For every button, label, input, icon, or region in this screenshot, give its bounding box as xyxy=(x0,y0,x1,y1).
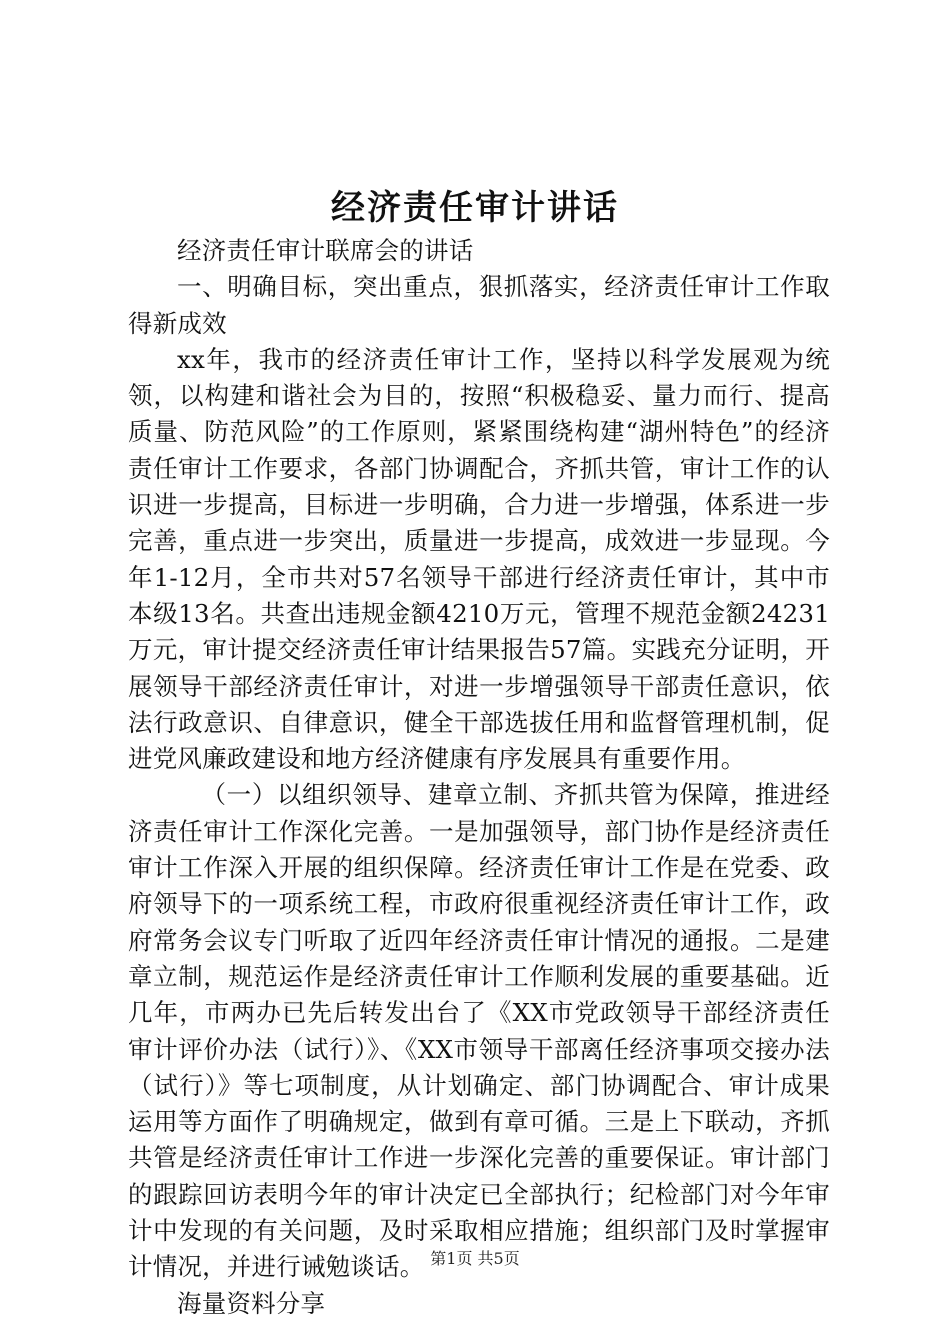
paragraph-overview: xx年，我市的经济责任审计工作，坚持以科学发展观为统领，以构建和谐社会为目的，按照“积极稳妥、量力而行、提高质量、防范风险”的工作原则，紧紧围绕构建“湖州特色”的经济责任审计工作要求，各部门协调配合，齐抓共管，审计工作的认识进一步提高，目标进一步明确，合力进一步增强，体系进一步完善，重点进一步突出，质量进一步提高，成效进一步显现。今年1-12月，全市共对57名领导干部进行经济责任审计，其中市本级13名。共查出违规金额4210万元，管理不规范金额24231万元，审计提交经济责任审计结果报告57篇。实践充分证明，开展领导干部经济责任审计，对进一步增强领导干部责任意识，依法行政意识、自律意识，健全干部选拔任用和监督管理机制，促进党风廉政建设和地方经济健康有序发展具有重要作用。 xyxy=(128,344,830,774)
paragraph-subsection-one: （一）以组织领导、建章立制、齐抓共管为保障，推进经济责任审计工作深化完善。一是加强领导，部门协作是经济责任审计工作深入开展的组织保障。经济责任审计工作是在党委、政府领导下的一项系统工程，市政府很重视经济责任审计工作，政府常务会议专门听取了近四年经济责任审计情况的通报。二是建章立制，规范运作是经济责任审计工作顺利发展的重要基础。近几年，市两办已先后转发出台了《XX市党政领导干部经济责任审计评价办法（试行）》、《XX市领导干部离任经济事项交接办法（试行）》等七项制度，从计划确定、部门协调配合、审计成果运用等方面作了明确规定，做到有章可循。三是上下联动，齐抓共管是经济责任审计工作进一步深化完善的重要保证。审计部门的跟踪回访表明今年的审计决定已全部执行；纪检部门对今年审计中发现的有关问题，及时采取相应措施；组织部门及时掌握审计情况，并进行诫勉谈话。 xyxy=(128,780,830,1282)
paragraph-section-heading: 一、明确目标，突出重点，狠抓落实，经济责任审计工作取得新成效 xyxy=(128,272,830,338)
page-number-footer: 第1页 共5页 xyxy=(430,1249,520,1268)
document-title: 经济责任审计讲话 xyxy=(331,188,619,228)
document-body xyxy=(128,233,830,1322)
paragraph-closing-note: 海量资料分享 xyxy=(177,1288,326,1318)
paragraph-subtitle: 经济责任审计联席会的讲话 xyxy=(177,236,474,265)
